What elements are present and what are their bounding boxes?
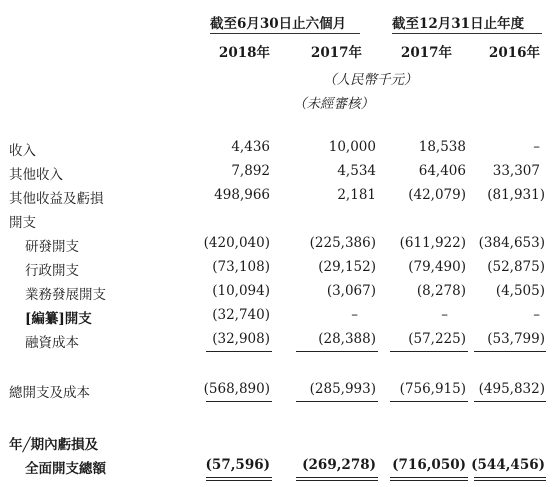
table-row xyxy=(0,283,554,303)
subtotal-rule xyxy=(474,351,546,352)
cell: (8,278) xyxy=(416,283,466,299)
cell: (10,094) xyxy=(212,283,270,299)
cell: 4,534 xyxy=(337,163,376,179)
cell: (73,108) xyxy=(212,259,270,275)
table-row xyxy=(0,235,554,255)
cell: (4,505) xyxy=(495,283,545,299)
row-label: 開支 xyxy=(9,215,36,231)
cell: (28,388) xyxy=(318,331,376,347)
year-header: 2017年 xyxy=(310,45,362,61)
subtotal-rule xyxy=(296,351,378,352)
cell: (53,799) xyxy=(487,331,545,347)
cell: 33,307 xyxy=(492,163,540,179)
cell: (544,456) xyxy=(471,457,545,473)
table-row xyxy=(0,187,554,207)
unit-label: （人民幣千元） xyxy=(323,72,418,88)
row-label: 其他收益及虧損 xyxy=(9,191,104,207)
year-header: 2018年 xyxy=(218,45,270,61)
row-label: 收入 xyxy=(9,143,36,159)
row-label: 研發開支 xyxy=(25,239,79,255)
total-row xyxy=(0,381,554,401)
cell: – xyxy=(533,139,540,155)
cell: (495,832) xyxy=(478,381,545,397)
total-rule xyxy=(474,401,546,402)
audit-label: （未經審核） xyxy=(293,96,374,112)
cell: 498,966 xyxy=(214,187,270,203)
cell: (568,890) xyxy=(203,381,270,397)
period-header-underline xyxy=(392,33,542,34)
row-label: [編纂]開支 xyxy=(25,311,92,327)
row-label: 融資成本 xyxy=(25,335,79,351)
row-label: 全面開支總額 xyxy=(25,461,106,477)
table-row xyxy=(0,163,554,183)
table-row xyxy=(0,307,554,327)
final-row-label xyxy=(0,433,554,453)
year-header: 2016年 xyxy=(488,45,540,61)
row-label: 業務發展開支 xyxy=(25,287,106,303)
total-rule xyxy=(296,401,378,402)
table-row xyxy=(0,139,554,159)
grand-total-double-rule xyxy=(390,477,468,481)
cell: 10,000 xyxy=(328,139,376,155)
cell: – xyxy=(441,307,448,323)
cell: 7,892 xyxy=(231,163,270,179)
cell: (420,040) xyxy=(203,235,270,251)
period-header-underline xyxy=(210,33,360,34)
subtotal-rule xyxy=(390,351,468,352)
subtotal-rule xyxy=(206,351,272,352)
table-row xyxy=(0,259,554,279)
cell: (29,152) xyxy=(318,259,376,275)
grand-total-double-rule xyxy=(296,477,378,481)
cell: 64,406 xyxy=(418,163,466,179)
year-header: 2017年 xyxy=(400,45,452,61)
cell: (269,278) xyxy=(302,457,376,473)
cell: (32,740) xyxy=(212,307,270,323)
cell: (384,653) xyxy=(478,235,545,251)
cell: (42,079) xyxy=(408,187,466,203)
grand-total-double-rule xyxy=(206,477,272,481)
row-label: 年╱期內虧損及 xyxy=(9,437,99,453)
cell: (57,596) xyxy=(205,457,270,473)
total-rule xyxy=(206,401,272,402)
row-label: 行政開支 xyxy=(25,263,79,279)
cell: (57,225) xyxy=(408,331,466,347)
grand-total-double-rule xyxy=(474,477,546,481)
final-row xyxy=(0,457,554,477)
table-row xyxy=(0,211,554,231)
cell: (285,993) xyxy=(309,381,376,397)
cell: (52,875) xyxy=(487,259,545,275)
total-rule xyxy=(390,401,468,402)
cell: (716,050) xyxy=(392,457,466,473)
cell: 4,436 xyxy=(231,139,270,155)
cell: (81,931) xyxy=(487,187,545,203)
row-label: 總開支及成本 xyxy=(9,385,90,401)
cell: (79,490) xyxy=(408,259,466,275)
cell: – xyxy=(533,307,540,323)
table-row xyxy=(0,331,554,351)
cell: (32,908) xyxy=(212,331,270,347)
row-label: 其他收入 xyxy=(9,167,63,183)
cell: – xyxy=(351,307,358,323)
cell: 18,538 xyxy=(418,139,466,155)
cell: (611,922) xyxy=(399,235,466,251)
cell: 2,181 xyxy=(337,187,376,203)
cell: (3,067) xyxy=(326,283,376,299)
cell: (756,915) xyxy=(399,381,466,397)
period-header-six-months: 截至6月30日止六個月 xyxy=(210,16,347,32)
period-header-year-end: 截至12月31日止年度 xyxy=(392,16,525,32)
cell: (225,386) xyxy=(309,235,376,251)
